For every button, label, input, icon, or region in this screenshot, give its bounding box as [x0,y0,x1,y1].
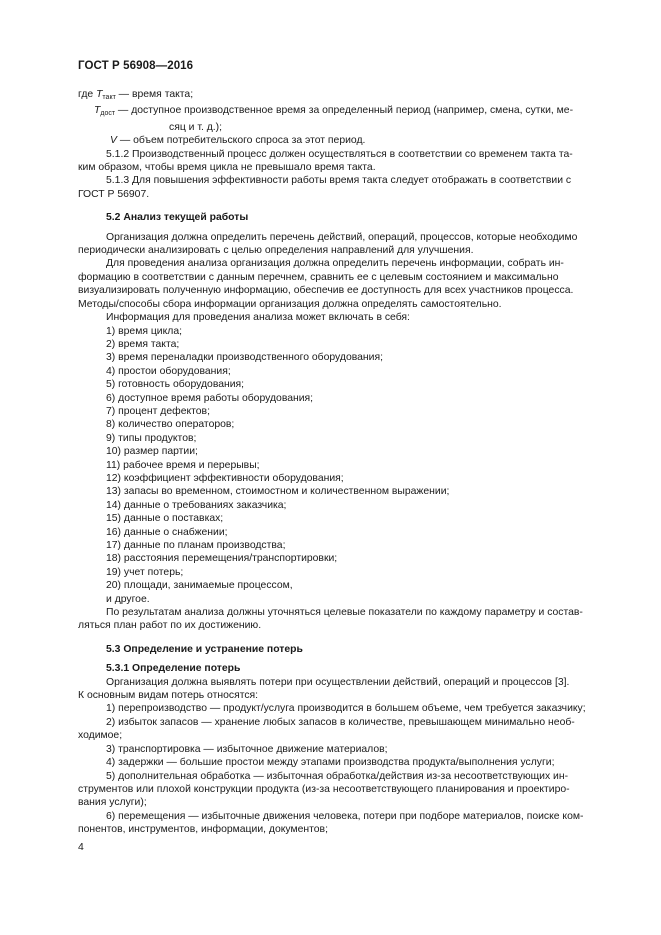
definition-text: — время такта; [115,89,194,100]
list-item: 11) рабочее время и перерывы; [106,459,260,471]
definition-text: — объем потребительского спроса за этот период. [116,135,366,147]
list-item: 10) размер партии; [106,446,198,458]
symbol-subscript: такт [102,94,116,101]
definition-t-dost-cont: сяц и т. д.); [169,121,223,133]
paragraph-line: Организация должна выявлять потери при осуществлении действий, операций и процессов [3]. [106,676,570,688]
waste-item: 2) избыток запасов — хранение любых запасов в количестве, превышающем минимально необ- [106,716,575,728]
definition-lead: где [78,89,97,100]
document-header: ГОСТ Р 56908—2016 [78,60,194,72]
paragraph-line: По результатам анализа должны уточняться целевые показатели по каждому параметру и состав- [106,607,583,619]
waste-item-cont: струментов или плохой конструкции продукта (из-за несоответствующего планирования и проектиро- [78,783,570,795]
paragraph-line: периодически анализировать с целью определения направлений для улучшения. [78,245,474,257]
list-item: 7) процент дефектов; [106,405,210,417]
list-item: 3) время переналадки производственного оборудования; [106,352,383,364]
definition-v [78,134,614,147]
clause-5-1-2-cont: ким образом, чтобы время цикла не превышало время такта. [78,162,376,174]
list-item: 4) простои оборудования; [106,365,231,377]
list-item: 6) доступное время работы оборудования; [106,392,314,404]
waste-item: 1) перепроизводство — продукт/услуга производится в большем объеме, чем требуется заказчику; [106,703,586,715]
clause-5-1-3-cont: ГОСТ Р 56907. [78,188,150,200]
waste-item: 3) транспортировка — избыточное движение материалов; [106,743,388,755]
paragraph-line: визуализировать полученную информацию, обеспечив ее доступность для всех участников процесса. [78,285,574,297]
list-item: 2) время такта; [106,338,180,350]
list-item: 8) количество операторов; [106,419,235,431]
symbol: T [94,105,101,117]
paragraph-line: Методы/способы сбора информации организация должна определять самостоятельно. [78,298,502,310]
list-item: 12) коэффициент эффективности оборудования; [106,472,344,484]
list-item: 20) площади, занимаемые процессом, [106,580,293,592]
page-number: 4 [78,842,84,853]
list-item: 15) данные о поставках; [106,513,224,525]
definition-text: — доступное производственное время за определенный период (например, смена, сутки, ме- [115,105,574,117]
list-item: 16) данные о снабжении; [106,526,228,538]
list-item: 14) данные о требованиях заказчика; [106,499,287,511]
section-heading-5-2: 5.2 Анализ текущей работы [106,212,249,224]
paragraph-line: К основным видам потерь относятся: [78,690,259,702]
clause-5-1-2: 5.1.2 Производственный процесс должен осуществляться в соответствии со временем такта та- [106,148,573,160]
list-item: 18) расстояния перемещения/транспортировки; [106,553,338,565]
list-item: 5) готовность оборудования; [106,379,245,391]
section-heading-5-3: 5.3 Определение и устранение потерь [106,643,303,655]
waste-item: 6) перемещения — избыточные движения человека, потери при подборе материалов, поиске ком- [106,810,584,822]
subsection-heading-5-3-1: 5.3.1 Определение потерь [106,663,241,675]
list-item: 9) типы продуктов; [106,432,197,444]
list-item: 1) время цикла; [106,325,183,337]
clause-5-1-3: 5.1.3 Для повышения эффективности работы время такта следует отображать в соответствии с [106,175,572,187]
paragraph-line: Организация должна определить перечень действий, операций, процессов, которые необходимо [106,231,578,243]
list-item: 17) данные по планам производства; [106,540,286,551]
paragraph-line: ляться план работ по их достижению. [78,620,262,632]
waste-item: 4) задержки — большие простои между этапами производства продукта/выполнения услуги; [106,757,555,769]
symbol: V [110,135,117,147]
definition-t-dost [78,104,614,120]
paragraph-line: Информация для проведения анализа может включать в себя: [106,312,410,324]
symbol-subscript: дост [100,110,116,118]
paragraph-line: Для проведения анализа организация должна определить перечень информации, собрать ин- [106,258,564,270]
definition-t-takt [78,88,614,104]
page-content [78,88,614,837]
waste-item-cont: вания услуги); [78,797,147,809]
list-item: 19) учет потерь; [106,566,184,578]
list-item: 13) запасы во временном, стоимостном и количественном выражении; [106,486,450,498]
waste-item: 5) дополнительная обработка — избыточная обработка/действия из-за несоответствующих ин- [106,770,569,782]
waste-item-cont: понентов, инструментов, информации, документов; [78,824,328,836]
waste-item-cont: ходимое; [78,730,123,742]
paragraph-line: формацию в соответствии с данным перечнем, сравнить ее с целевым состоянием и максимально [78,271,559,283]
analysis-info-list [78,325,614,607]
symbol: T [96,89,103,100]
list-item: и другое. [106,593,150,605]
